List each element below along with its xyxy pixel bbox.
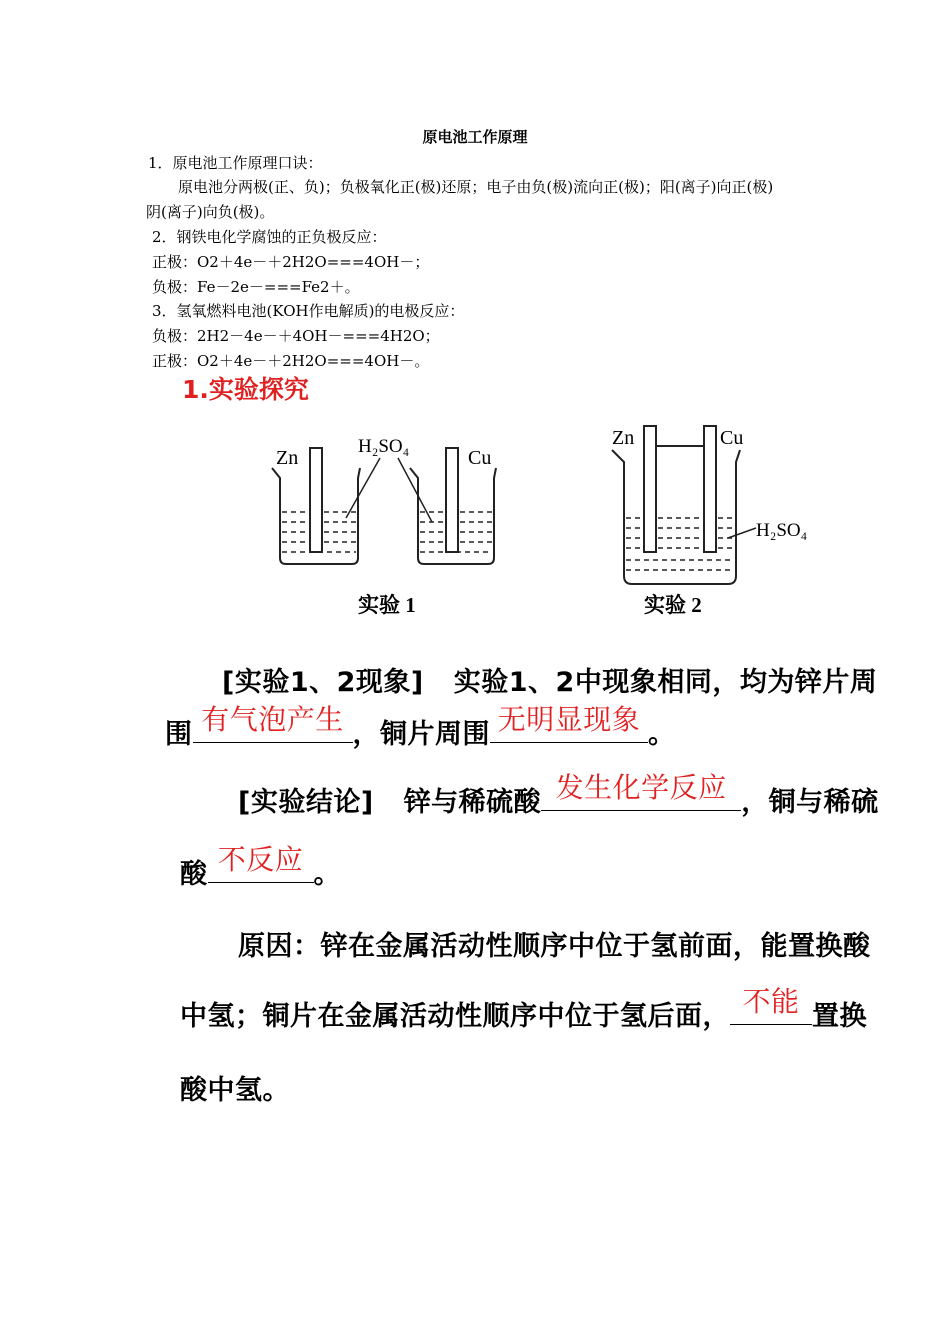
reason-line-2: 中氢；铜片在金属活动性顺序中位于氢后面， 不能 置换 xyxy=(180,994,867,1033)
beaker-2 xyxy=(612,450,740,584)
reason-line-3: 酸中氢。 xyxy=(180,1075,290,1106)
section-heading: 1.实验探究 xyxy=(182,375,309,404)
page-title: 原电池工作原理 xyxy=(422,128,528,146)
liquid-lines xyxy=(282,512,734,570)
exp2-caption: 实验 2 xyxy=(644,593,702,617)
answer-phenomenon-zinc: 有气泡产生 xyxy=(201,703,344,736)
zinc-strip-1 xyxy=(310,448,322,552)
para-2-positive: 正极：O2＋4e－＋2H2O===4OH－； xyxy=(152,253,430,271)
para-1-line-1: 原电池分两极(正、负)；负极氧化正(极)还原；电子由负(极)流向正(极)；阳(离子)向正(极) xyxy=(178,178,774,196)
copper-strip-1 xyxy=(446,448,458,552)
exp1-acid-label: H₂SO₄ xyxy=(358,436,410,457)
exp1-cu-label: Cu xyxy=(468,447,492,469)
exp1-caption: 实验 1 xyxy=(358,593,416,617)
para-3-heading: 3．氢氧燃料电池(KOH作电解质)的电极反应： xyxy=(152,302,465,320)
para-3-negative: 负极：2H2－4e－＋4OH－===4H2O； xyxy=(152,327,440,345)
blank-reason[interactable] xyxy=(730,985,812,1025)
answer-conclusion-zinc: 发生化学反应 xyxy=(555,771,727,804)
phenomenon-label: [实验1、2现象] xyxy=(222,667,424,698)
conclusion-label: [实验结论] xyxy=(238,787,374,818)
conclusion-line-1: [实验结论] 锌与稀硫酸 发生化学反应 ，铜与稀硫 xyxy=(238,780,879,819)
para-2-heading: 2．钢铁电化学腐蚀的正负极反应： xyxy=(152,228,387,246)
experiment-diagram xyxy=(260,418,840,628)
answer-reason: 不能 xyxy=(742,985,800,1018)
phenomenon-line-1 xyxy=(222,660,877,699)
zinc-strip-2 xyxy=(644,426,656,552)
answer-conclusion-copper: 不反应 xyxy=(217,843,304,876)
conclusion-line-2: 酸 不反应 。 xyxy=(180,852,341,891)
para-2-negative: 负极：Fe－2e－===Fe2＋。 xyxy=(152,278,360,296)
answer-phenomenon-copper: 无明显现象 xyxy=(497,703,641,736)
para-1-heading: 1．原电池工作原理口诀： xyxy=(148,154,323,172)
blank-phenomenon-copper[interactable] xyxy=(490,703,648,743)
exp2-acid-label: H₂SO₄ xyxy=(756,520,808,541)
reason-line-1: 原因：锌在金属活动性顺序中位于氢前面，能置换酸 xyxy=(238,931,871,962)
exp2-zn-label: Zn xyxy=(612,427,635,449)
blank-phenomenon-zinc[interactable] xyxy=(193,703,353,743)
copper-strip-2 xyxy=(704,426,716,552)
exp1-zn-label: Zn xyxy=(276,447,299,469)
para-1-line-2: 阴(离子)向负(极)。 xyxy=(146,203,275,221)
phenomenon-text: 实验1、2中现象相同，均为锌片周 xyxy=(453,667,878,698)
para-3-positive: 正极：O2＋4e－＋2H2O===4OH－。 xyxy=(152,352,430,370)
blank-conclusion-zinc[interactable] xyxy=(541,771,741,811)
exp2-cu-label: Cu xyxy=(720,427,744,449)
phenomenon-line-2: 围 有气泡产生 ，铜片周围 无明显现象 。 xyxy=(165,712,676,751)
